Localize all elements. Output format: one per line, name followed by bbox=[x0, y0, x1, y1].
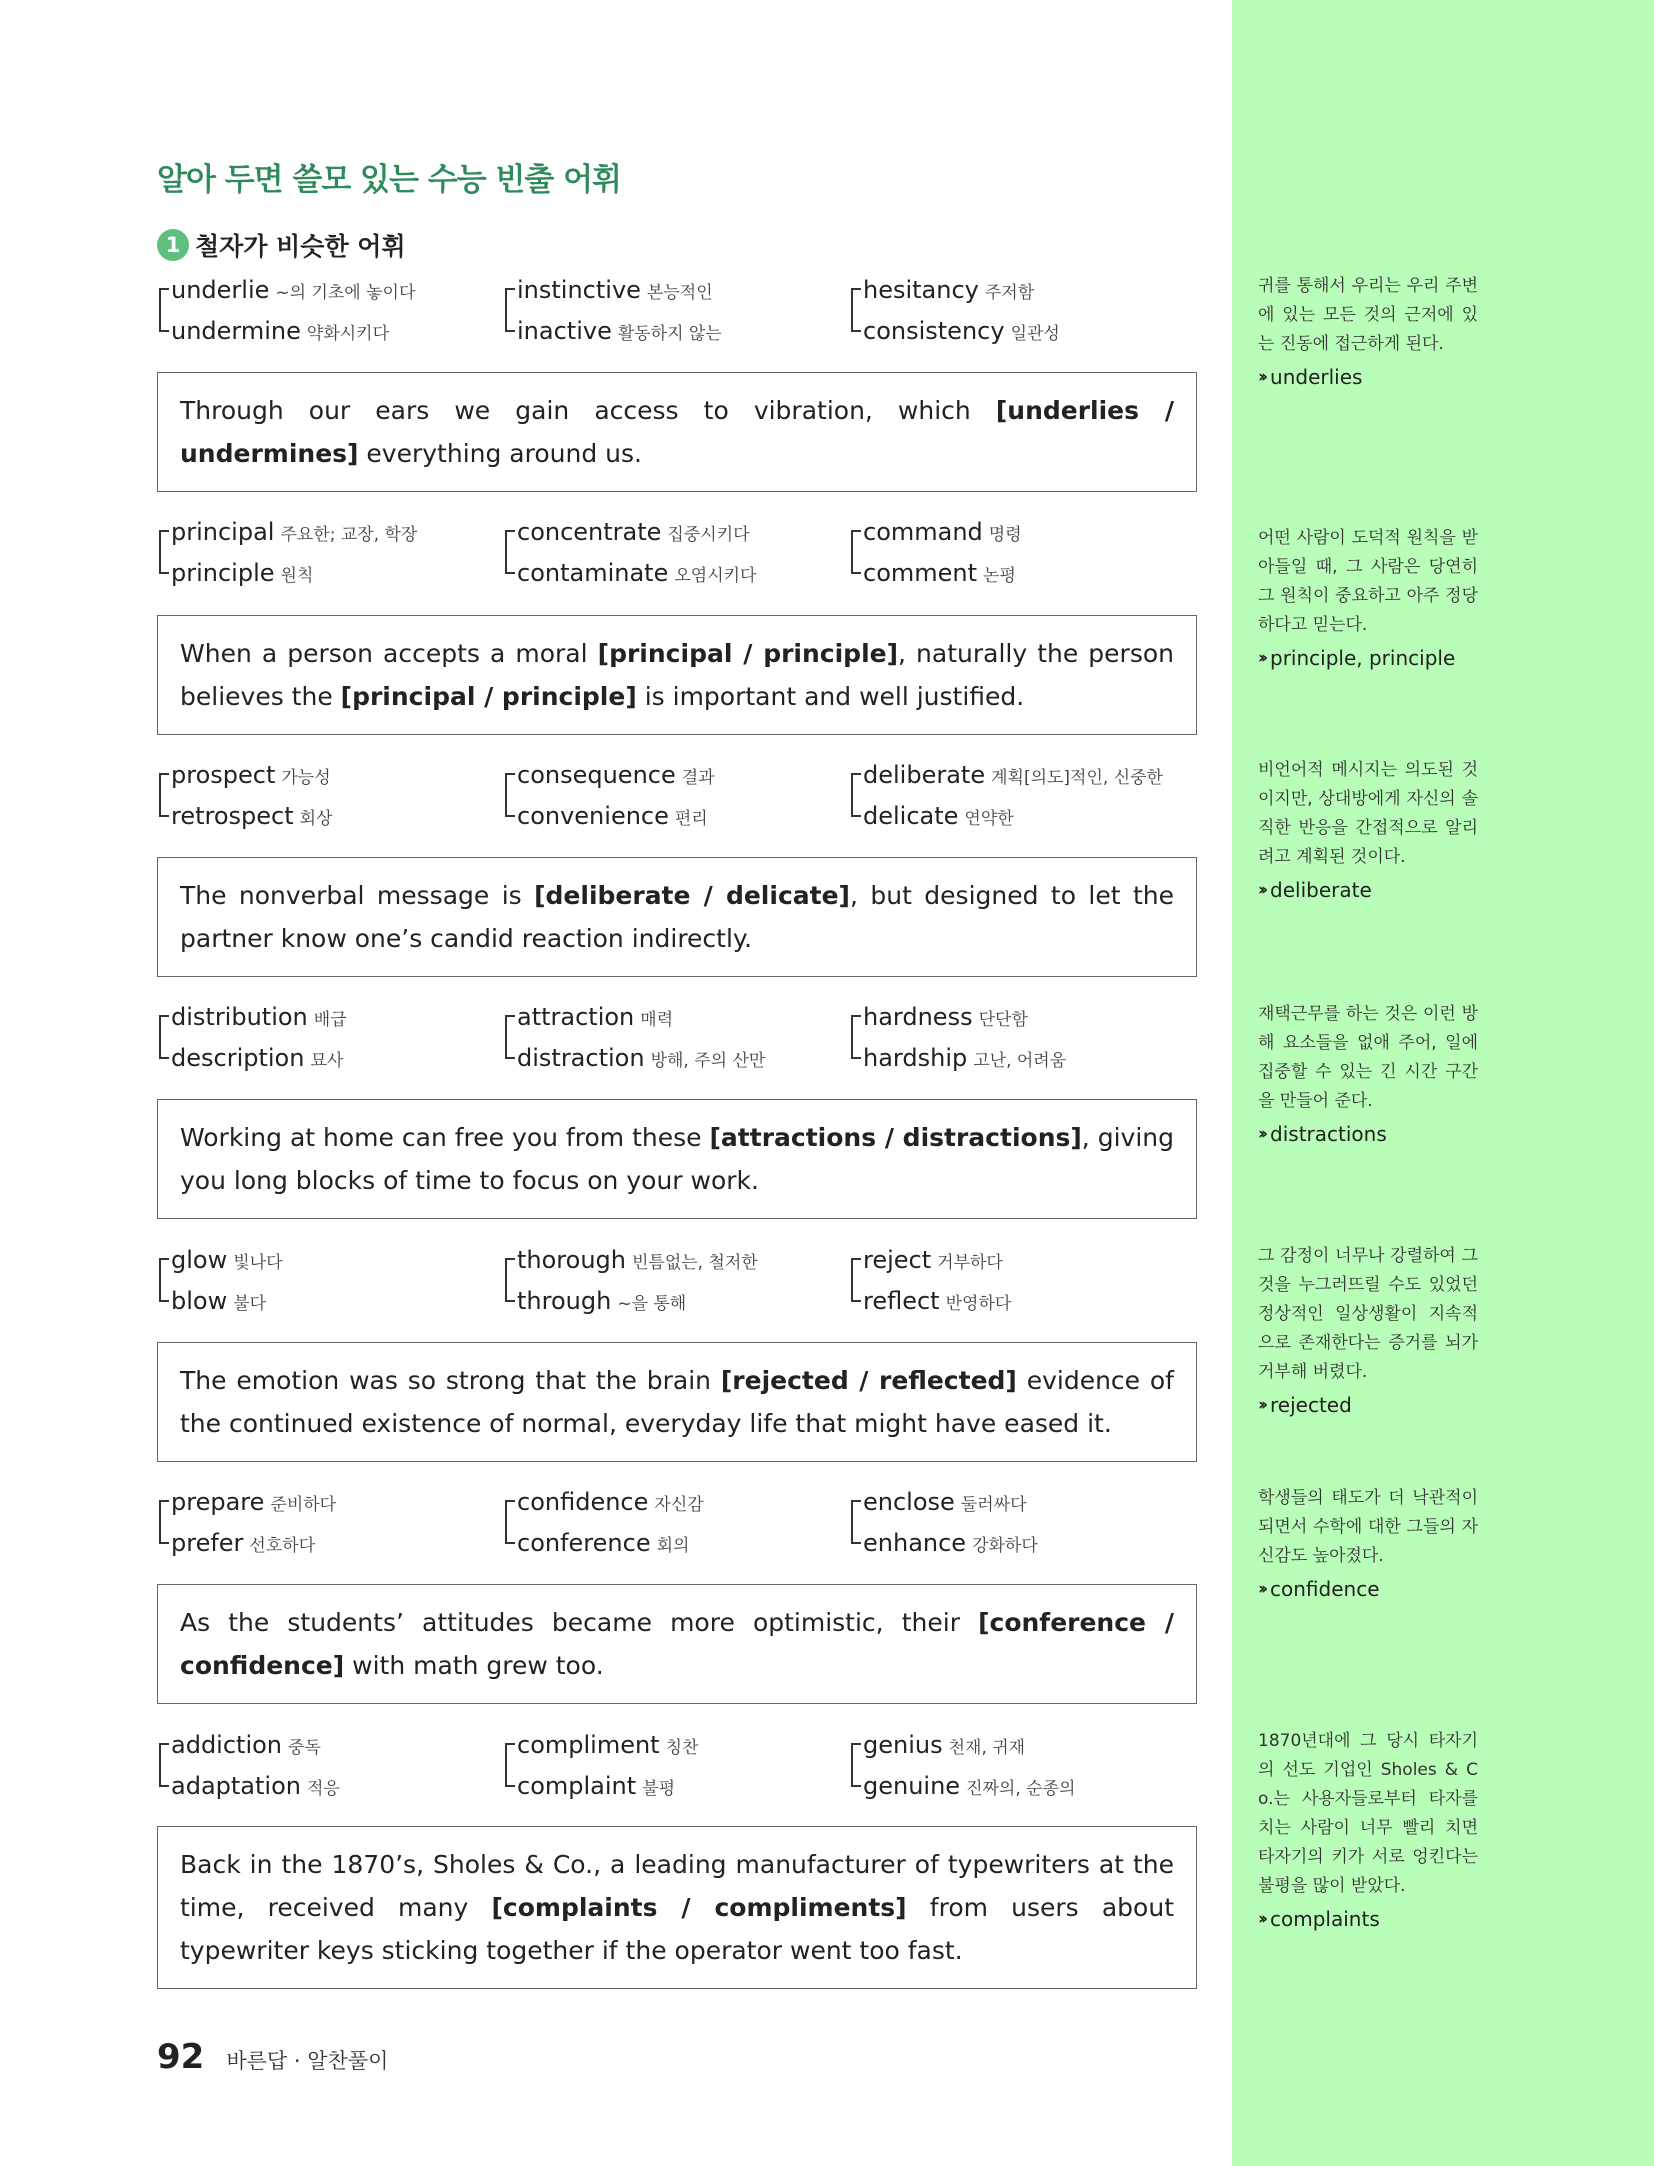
vocab-entry bbox=[863, 997, 1066, 1038]
choice-brackets: [principal / principle] bbox=[340, 682, 637, 711]
vocab-meaning: 단단함 bbox=[978, 1010, 1028, 1030]
vocab-entry bbox=[171, 1523, 336, 1564]
vocab-meaning: 강화하다 bbox=[972, 1536, 1038, 1556]
vocab-pair bbox=[157, 997, 347, 1079]
example-sentence-box bbox=[157, 615, 1197, 735]
vocab-word: convenience bbox=[517, 802, 669, 830]
vocab-word: enhance bbox=[863, 1529, 967, 1557]
vocab-entry bbox=[171, 755, 333, 796]
vocab-meaning: 둘러싸다 bbox=[960, 1495, 1027, 1515]
vocab-pair bbox=[849, 512, 1022, 594]
choice-brackets: [rejected / reflected] bbox=[720, 1366, 1017, 1395]
vocab-entry bbox=[517, 997, 765, 1038]
answer-note bbox=[1258, 1000, 1478, 1146]
translation-text: 그 감정이 너무나 강렬하여 그것을 누그러뜨릴 수도 있었던 정상적인 일상생활이 지속적으로 존재한다는 증거를 뇌가 거부해 버렸다. bbox=[1258, 1246, 1478, 1382]
answer-line bbox=[1258, 1122, 1478, 1146]
vocab-meaning: 결과 bbox=[681, 768, 715, 788]
choice-brackets: [attractions / distractions] bbox=[709, 1123, 1082, 1152]
page-number: 92 bbox=[157, 2037, 205, 2077]
section-title: 철자가 비슷한 어휘 bbox=[195, 232, 406, 261]
pair-bracket bbox=[159, 773, 169, 817]
vocab-meaning: 연약한 bbox=[964, 809, 1014, 829]
example-sentence bbox=[180, 1601, 1174, 1687]
vocab-meaning: 거부하다 bbox=[937, 1253, 1003, 1273]
double-chevron-right-icon: ›› bbox=[1258, 1909, 1265, 1929]
vocab-word: compliment bbox=[517, 1731, 660, 1759]
pair-bracket bbox=[159, 1015, 169, 1059]
vocab-word: deliberate bbox=[863, 761, 986, 789]
vocab-word: reflect bbox=[863, 1287, 940, 1315]
answer-line bbox=[1258, 1577, 1478, 1601]
example-sentence-box bbox=[157, 372, 1197, 492]
vocab-row bbox=[157, 755, 1197, 837]
choice-brackets: [deliberate / delicate] bbox=[534, 881, 850, 910]
vocab-meaning: 중독 bbox=[288, 1738, 321, 1758]
vocab-entry bbox=[171, 1725, 340, 1766]
pair-bracket bbox=[851, 288, 861, 332]
pair-bracket bbox=[505, 1015, 515, 1059]
sentence-text: , but designed to let the partner know one’s candid reaction indirectly. bbox=[180, 881, 1175, 953]
vocab-meaning: 묘사 bbox=[310, 1051, 344, 1071]
vocab-entry bbox=[517, 1482, 704, 1523]
vocab-word: distribution bbox=[171, 1003, 308, 1031]
example-sentence-box bbox=[157, 1099, 1197, 1219]
choice-brackets: [principal / principle] bbox=[597, 639, 899, 668]
vocab-meaning: 가능성 bbox=[281, 768, 331, 788]
vocab-word: underlie bbox=[171, 276, 270, 304]
vocab-word: distraction bbox=[517, 1044, 645, 1072]
vocab-entry bbox=[171, 512, 417, 553]
translation-text: 귀를 통해서 우리는 우리 주변에 있는 모든 것의 근저에 있는 진동에 접근하게 된다. bbox=[1258, 276, 1478, 354]
vocab-row bbox=[157, 1482, 1197, 1564]
vocab-word: instinctive bbox=[517, 276, 641, 304]
vocab-meaning: 회상 bbox=[299, 809, 333, 829]
vocab-meaning: 배급 bbox=[313, 1010, 347, 1030]
vocab-meaning: 주저함 bbox=[984, 283, 1035, 303]
vocab-pair bbox=[849, 1240, 1011, 1322]
vocab-word: consequence bbox=[517, 761, 676, 789]
vocab-meaning: 자신감 bbox=[654, 1495, 704, 1515]
double-chevron-right-icon: ›› bbox=[1258, 1579, 1265, 1599]
vocab-word: hardness bbox=[863, 1003, 973, 1031]
vocab-word: principle bbox=[171, 559, 275, 587]
pair-bracket bbox=[851, 530, 861, 574]
vocab-pair bbox=[503, 512, 756, 594]
vocab-entry bbox=[863, 1240, 1011, 1281]
book-title: 바른답 · 알찬풀이 bbox=[226, 2049, 389, 2073]
example-sentence-box bbox=[157, 1826, 1197, 1989]
section-heading bbox=[157, 227, 406, 263]
vocab-meaning: ~을 통해 bbox=[617, 1294, 687, 1314]
vocab-entry bbox=[863, 1038, 1066, 1079]
translation-text: 학생들의 태도가 더 낙관적이 되면서 수학에 대한 그들의 자신감도 높아졌다. bbox=[1258, 1488, 1478, 1566]
vocab-entry bbox=[517, 1725, 698, 1766]
vocab-meaning: 원칙 bbox=[280, 566, 314, 586]
vocab-meaning: 일관성 bbox=[1010, 324, 1060, 344]
page-footer bbox=[157, 2037, 388, 2077]
vocab-entry bbox=[863, 1725, 1075, 1766]
pair-bracket bbox=[159, 288, 169, 332]
vocab-pair bbox=[503, 997, 765, 1079]
vocab-meaning: 회의 bbox=[656, 1536, 690, 1556]
vocab-pair bbox=[849, 1482, 1038, 1564]
vocab-entry bbox=[863, 1523, 1038, 1564]
vocab-meaning: 집중시키다 bbox=[667, 525, 750, 545]
vocab-meaning: 방해, 주의 산만 bbox=[650, 1051, 766, 1071]
vocab-meaning: 명령 bbox=[988, 525, 1022, 545]
vocab-entry bbox=[517, 1240, 758, 1281]
vocab-pair bbox=[503, 270, 722, 352]
pair-bracket bbox=[505, 1258, 515, 1302]
vocab-entry bbox=[171, 1766, 340, 1807]
vocab-word: genuine bbox=[863, 1772, 961, 1800]
vocab-row bbox=[157, 512, 1197, 594]
vocab-word: adaptation bbox=[171, 1772, 301, 1800]
answer-text: underlies bbox=[1270, 365, 1363, 389]
example-sentence bbox=[180, 874, 1174, 960]
vocab-meaning: 주요한; 교장, 학장 bbox=[280, 525, 418, 545]
choice-brackets: [conference / confidence] bbox=[180, 1608, 1174, 1680]
vocab-entry bbox=[863, 1482, 1038, 1523]
pair-bracket bbox=[851, 773, 861, 817]
pair-bracket bbox=[159, 1258, 169, 1302]
vocab-pair bbox=[849, 1725, 1075, 1807]
vocab-word: principal bbox=[171, 518, 275, 546]
translation-text: 재택근무를 하는 것은 이런 방해 요소들을 없애 주어, 일에 집중할 수 있는 긴 시간 구간을 만들어 준다. bbox=[1258, 1004, 1478, 1111]
sentence-text: , giving you long blocks of time to focus on your work. bbox=[180, 1123, 1174, 1195]
vocab-entry bbox=[171, 997, 347, 1038]
vocab-word: prepare bbox=[171, 1488, 265, 1516]
vocab-entry bbox=[171, 1281, 283, 1322]
vocab-word: genius bbox=[863, 1731, 943, 1759]
pair-bracket bbox=[159, 1500, 169, 1544]
vocab-word: undermine bbox=[171, 317, 301, 345]
example-sentence bbox=[180, 1116, 1174, 1202]
vocab-word: complaint bbox=[517, 1772, 637, 1800]
pair-bracket bbox=[159, 530, 169, 574]
vocab-pair bbox=[157, 512, 417, 594]
vocab-entry bbox=[517, 796, 715, 837]
translation-text: 1870년대에 그 당시 타자기의 선도 기업인 Sholes & Co.는 사용자들로부터 타자를 치는 사람이 너무 빨리 치면 타자기의 키가 서로 엉킨다는 불평을 많이 받았다. bbox=[1258, 1731, 1478, 1896]
answer-line bbox=[1258, 878, 1478, 902]
translation-text: 비언어적 메시지는 의도된 것이지만, 상대방에게 자신의 솔직한 반응을 간접적으로 알리려고 계획된 것이다. bbox=[1258, 760, 1478, 867]
vocab-word: command bbox=[863, 518, 983, 546]
sentence-text: Back in the 1870’s, Sholes & Co., a leading manufacturer of typewriters at the time, received many bbox=[180, 1850, 1174, 1922]
pair-bracket bbox=[851, 1500, 861, 1544]
vocab-entry bbox=[863, 553, 1022, 594]
vocab-meaning: 약화시키다 bbox=[306, 324, 390, 344]
pair-bracket bbox=[851, 1015, 861, 1059]
vocab-entry bbox=[863, 512, 1022, 553]
vocab-entry bbox=[517, 755, 715, 796]
vocab-meaning: 빛나다 bbox=[233, 1253, 283, 1273]
pair-bracket bbox=[505, 530, 515, 574]
vocab-pair bbox=[503, 755, 715, 837]
vocab-entry bbox=[517, 311, 722, 352]
vocab-meaning: 반영하다 bbox=[945, 1294, 1012, 1314]
vocab-pair bbox=[157, 1725, 340, 1807]
vocab-word: through bbox=[517, 1287, 612, 1315]
vocab-entry bbox=[517, 512, 756, 553]
vocab-word: description bbox=[171, 1044, 305, 1072]
answer-text: rejected bbox=[1270, 1393, 1352, 1417]
vocab-row bbox=[157, 1240, 1197, 1322]
vocab-entry bbox=[517, 553, 756, 594]
answer-text: distractions bbox=[1270, 1122, 1387, 1146]
double-chevron-right-icon: ›› bbox=[1258, 648, 1265, 668]
answer-line bbox=[1258, 1907, 1478, 1931]
vocab-pair bbox=[503, 1482, 704, 1564]
vocab-pair bbox=[157, 270, 415, 352]
vocab-row bbox=[157, 997, 1197, 1079]
pair-bracket bbox=[505, 1743, 515, 1787]
vocab-entry bbox=[171, 1240, 283, 1281]
vocab-word: concentrate bbox=[517, 518, 662, 546]
sentence-text: As the students’ attitudes became more optimistic, their bbox=[180, 1608, 979, 1637]
answer-note bbox=[1258, 524, 1478, 670]
example-sentence-box bbox=[157, 1584, 1197, 1704]
vocab-meaning: ~의 기초에 놓이다 bbox=[275, 283, 416, 303]
vocab-meaning: 준비하다 bbox=[270, 1495, 337, 1515]
answer-text: deliberate bbox=[1270, 878, 1372, 902]
vocab-word: glow bbox=[171, 1246, 228, 1274]
sentence-text: with math grew too. bbox=[344, 1651, 604, 1680]
vocab-pair bbox=[849, 755, 1163, 837]
vocab-entry bbox=[171, 553, 417, 594]
vocab-word: thorough bbox=[517, 1246, 626, 1274]
sentence-text: is important and well justified. bbox=[636, 682, 1025, 711]
double-chevron-right-icon: ›› bbox=[1258, 367, 1265, 387]
vocab-meaning: 진짜의, 순종의 bbox=[966, 1779, 1076, 1799]
section-number-badge: 1 bbox=[157, 229, 189, 261]
answer-note bbox=[1258, 1242, 1478, 1417]
answer-note bbox=[1258, 756, 1478, 902]
sentence-text: The emotion was so strong that the brain bbox=[180, 1366, 721, 1395]
vocab-word: comment bbox=[863, 559, 978, 587]
vocab-meaning: 천재, 귀재 bbox=[948, 1738, 1026, 1758]
vocab-row bbox=[157, 1725, 1197, 1807]
vocab-word: retrospect bbox=[171, 802, 294, 830]
vocab-meaning: 선호하다 bbox=[249, 1536, 316, 1556]
example-sentence bbox=[180, 1359, 1174, 1445]
example-sentence-box bbox=[157, 1342, 1197, 1462]
vocab-word: conference bbox=[517, 1529, 651, 1557]
answer-line bbox=[1258, 1393, 1478, 1417]
vocab-meaning: 매력 bbox=[640, 1010, 674, 1030]
vocab-meaning: 활동하지 않는 bbox=[617, 324, 722, 344]
sentence-text: everything around us. bbox=[358, 439, 642, 468]
pair-bracket bbox=[505, 288, 515, 332]
pair-bracket bbox=[851, 1258, 861, 1302]
pair-bracket bbox=[505, 1500, 515, 1544]
vocab-meaning: 고난, 어려움 bbox=[973, 1051, 1067, 1071]
vocab-meaning: 불다 bbox=[233, 1294, 267, 1314]
example-sentence bbox=[180, 1843, 1174, 1972]
vocab-entry bbox=[171, 311, 415, 352]
vocab-word: inactive bbox=[517, 317, 612, 345]
vocab-word: blow bbox=[171, 1287, 228, 1315]
vocab-word: hesitancy bbox=[863, 276, 979, 304]
vocab-meaning: 계획[의도]적인, 신중한 bbox=[991, 768, 1163, 788]
page-title: 알아 두면 쓸모 있는 수능 빈출 어휘 bbox=[157, 162, 621, 198]
vocab-word: contaminate bbox=[517, 559, 669, 587]
vocab-entry bbox=[863, 270, 1060, 311]
sentence-text: from users about typewriter keys sticking together if the operator went too fast. bbox=[180, 1893, 1174, 1965]
vocab-pair bbox=[157, 755, 333, 837]
vocab-entry bbox=[517, 1038, 765, 1079]
vocab-word: confidence bbox=[517, 1488, 649, 1516]
vocab-entry bbox=[863, 796, 1163, 837]
vocab-entry bbox=[863, 1766, 1075, 1807]
answer-text: complaints bbox=[1270, 1907, 1380, 1931]
answer-note bbox=[1258, 272, 1478, 389]
vocab-entry bbox=[171, 1038, 347, 1079]
vocab-meaning: 적응 bbox=[306, 1779, 340, 1799]
sentence-text: The nonverbal message is bbox=[180, 881, 535, 910]
example-sentence bbox=[180, 389, 1174, 475]
vocab-entry bbox=[517, 270, 722, 311]
vocab-row bbox=[157, 270, 1197, 352]
vocab-meaning: 칭찬 bbox=[665, 1738, 699, 1758]
translation-text: 어떤 사람이 도덕적 원칙을 받아들일 때, 그 사람은 당연히 그 원칙이 중요하고 아주 정당하다고 믿는다. bbox=[1258, 528, 1478, 635]
vocab-entry bbox=[863, 1281, 1011, 1322]
pair-bracket bbox=[851, 1743, 861, 1787]
answer-note bbox=[1258, 1484, 1478, 1601]
vocab-meaning: 빈틈없는, 철저한 bbox=[631, 1253, 758, 1273]
double-chevron-right-icon: ›› bbox=[1258, 1395, 1265, 1415]
vocab-word: prefer bbox=[171, 1529, 244, 1557]
choice-brackets: [complaints / compliments] bbox=[491, 1893, 907, 1922]
vocab-word: attraction bbox=[517, 1003, 635, 1031]
example-sentence-box bbox=[157, 857, 1197, 977]
vocab-word: consistency bbox=[863, 317, 1005, 345]
vocab-entry bbox=[517, 1281, 758, 1322]
sentence-text: evidence of the continued existence of normal, everyday life that might have eased it. bbox=[180, 1366, 1174, 1438]
example-sentence bbox=[180, 632, 1174, 718]
answer-line bbox=[1258, 365, 1478, 389]
vocab-word: enclose bbox=[863, 1488, 955, 1516]
vocab-meaning: 편리 bbox=[674, 809, 708, 829]
vocab-word: hardship bbox=[863, 1044, 968, 1072]
sentence-text: Working at home can free you from these bbox=[180, 1123, 710, 1152]
answer-note bbox=[1258, 1727, 1478, 1931]
vocab-pair bbox=[503, 1240, 758, 1322]
vocab-word: addiction bbox=[171, 1731, 283, 1759]
pair-bracket bbox=[505, 773, 515, 817]
vocab-entry bbox=[517, 1766, 698, 1807]
choice-brackets: [underlies / undermines] bbox=[180, 396, 1174, 468]
sentence-text: Through our ears we gain access to vibration, which bbox=[180, 396, 996, 425]
vocab-entry bbox=[171, 796, 333, 837]
vocab-entry bbox=[171, 270, 415, 311]
double-chevron-right-icon: ›› bbox=[1258, 1124, 1265, 1144]
vocab-meaning: 오염시키다 bbox=[674, 566, 757, 586]
vocab-word: delicate bbox=[863, 802, 959, 830]
vocab-meaning: 본능적인 bbox=[646, 283, 713, 303]
vocab-entry bbox=[863, 755, 1163, 796]
answer-text: principle, principle bbox=[1270, 646, 1456, 670]
pair-bracket bbox=[159, 1743, 169, 1787]
answer-line bbox=[1258, 646, 1478, 670]
vocab-meaning: 논평 bbox=[983, 566, 1016, 586]
sentence-text: When a person accepts a moral bbox=[180, 639, 598, 668]
double-chevron-right-icon: ›› bbox=[1258, 880, 1265, 900]
vocab-pair bbox=[503, 1725, 698, 1807]
vocab-entry bbox=[171, 1482, 336, 1523]
answer-text: confidence bbox=[1270, 1577, 1380, 1601]
vocab-pair bbox=[849, 270, 1060, 352]
vocab-pair bbox=[157, 1240, 283, 1322]
vocab-word: prospect bbox=[171, 761, 276, 789]
vocab-word: reject bbox=[863, 1246, 932, 1274]
sentence-text: , naturally the person believes the bbox=[180, 639, 1174, 711]
vocab-entry bbox=[517, 1523, 704, 1564]
vocab-meaning: 불평 bbox=[642, 1779, 676, 1799]
vocab-pair bbox=[157, 1482, 336, 1564]
vocab-pair bbox=[849, 997, 1066, 1079]
vocab-entry bbox=[863, 311, 1060, 352]
